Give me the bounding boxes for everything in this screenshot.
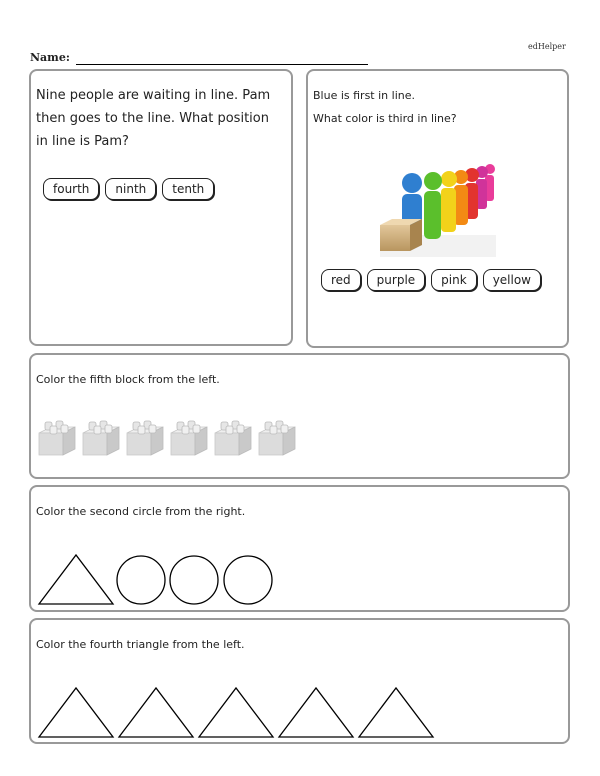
choice-button[interactable]: purple xyxy=(367,269,426,291)
question-text: Color the second circle from the right. xyxy=(36,505,246,518)
lego-block-icon[interactable] xyxy=(257,419,297,457)
name-input-line[interactable] xyxy=(76,64,368,65)
lego-block-icon[interactable] xyxy=(37,419,77,457)
choice-button[interactable]: yellow xyxy=(483,269,541,291)
triangle-shape[interactable] xyxy=(39,555,113,604)
choice-button[interactable]: red xyxy=(321,269,361,291)
problem-blocks xyxy=(29,353,570,479)
triangle-row xyxy=(37,684,437,740)
question-text: Color the fourth triangle from the left. xyxy=(36,638,245,651)
choice-button[interactable]: pink xyxy=(431,269,477,291)
circle-shape[interactable] xyxy=(224,556,272,604)
triangle-shape[interactable] xyxy=(279,688,353,737)
lego-block-icon[interactable] xyxy=(213,419,253,457)
choice-button[interactable]: fourth xyxy=(43,178,99,200)
problem-color-order xyxy=(306,69,569,348)
shape-row xyxy=(37,551,287,607)
choice-button[interactable]: ninth xyxy=(105,178,156,200)
lego-block-icon[interactable] xyxy=(81,419,121,457)
brand-label: edHelper xyxy=(528,42,566,51)
triangle-shape[interactable] xyxy=(39,688,113,737)
people-in-line-illustration xyxy=(380,161,496,257)
choice-button[interactable]: tenth xyxy=(162,178,214,200)
block-row xyxy=(37,419,297,457)
problem-circles xyxy=(29,485,570,612)
circle-shape[interactable] xyxy=(170,556,218,604)
lego-block-icon[interactable] xyxy=(169,419,209,457)
triangle-shape[interactable] xyxy=(199,688,273,737)
triangle-shape[interactable] xyxy=(359,688,433,737)
question-text: Nine people are waiting in line. Pam then goes to the line. What position in line is Pam? xyxy=(36,88,271,149)
circle-shape[interactable] xyxy=(117,556,165,604)
problem-line-position xyxy=(29,69,293,346)
lego-block-icon[interactable] xyxy=(125,419,165,457)
question-text: Color the fifth block from the left. xyxy=(36,373,220,386)
answer-choices xyxy=(321,269,561,291)
problem-triangles xyxy=(29,618,570,744)
triangle-shape[interactable] xyxy=(119,688,193,737)
question-line-1: Blue is first in line. xyxy=(313,89,415,102)
name-label: Name: xyxy=(30,51,70,64)
answer-choices xyxy=(43,178,214,200)
question-line-2: What color is third in line? xyxy=(313,112,457,125)
